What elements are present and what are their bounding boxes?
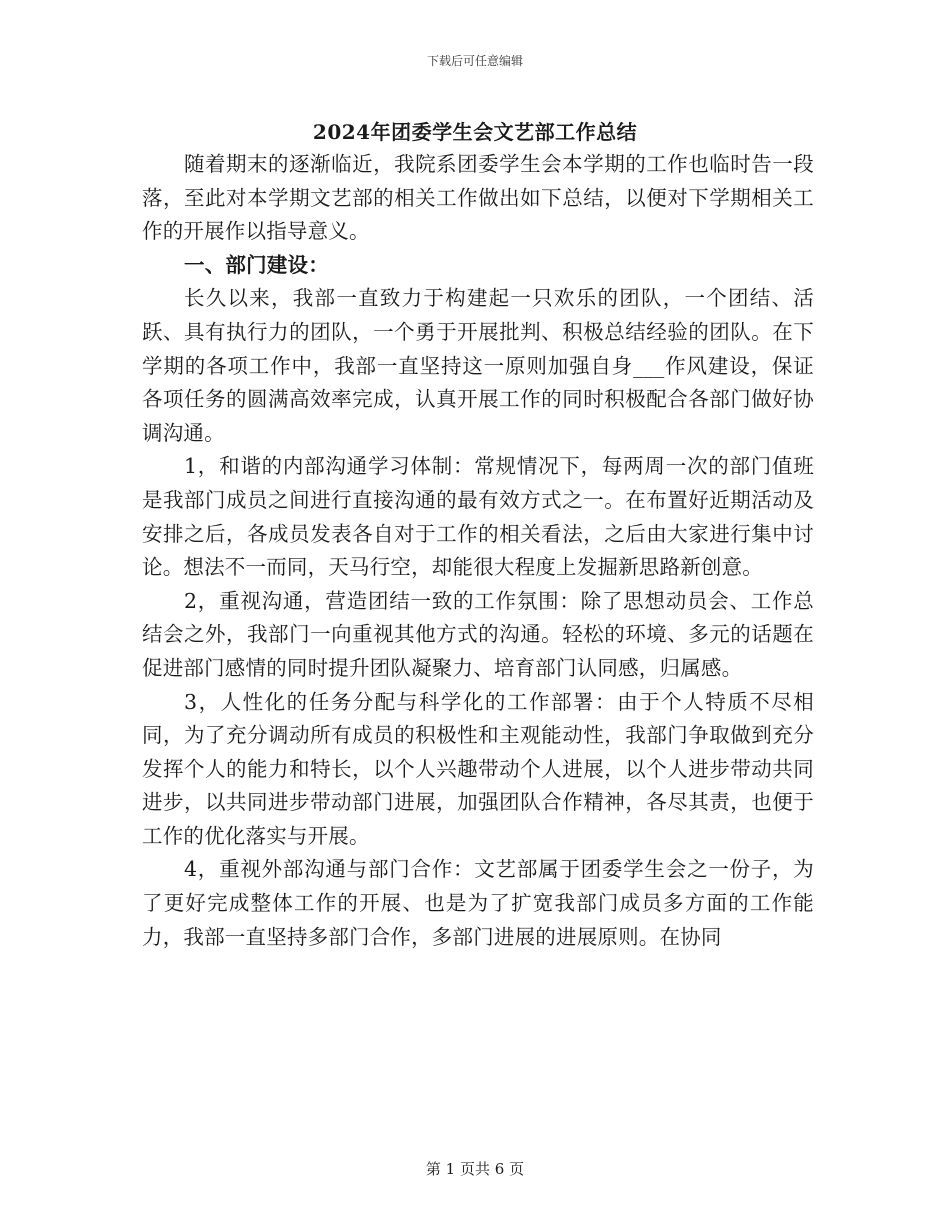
paragraph-item-4: 4，重视外部沟通与部门合作：文艺部属于团委学生会之一份子，为了更好完成整体工作的开展、也是为了扩宽我部门成员多方面的工作能力，我部一直坚持多部门合作，多部门进展的进展原则。在协同 [142,857,814,949]
paragraph-department: 长久以来，我部一直致力于构建起一只欢乐的团队，一个团结、活跃、具有执行力的团队，一个勇于开展批判、积极总结经验的团队。在下学期的各项工作中，我部一直坚持这一原则加强自身___作风建设，保证各项任务的圆满高效率完成，认真开展工作的同时积极配合各部门做好协调沟通。 [142,286,814,445]
document-title: 2024年团委学生会文艺部工作总结 [312,120,638,144]
document-body [142,148,814,954]
paragraph-item-2: 2，重视沟通，营造团结一致的工作氛围：除了思想动员会、工作总结会之外，我部门一向重视其他方式的沟通。轻松的环境、多元的话题在促进部门感情的同时提升团队凝聚力、培育部门认同感，归属感。 [142,588,814,680]
paragraph-intro: 随着期末的逐渐临近，我院系团委学生会本学期的工作也临时告一段落，至此对本学期文艺部的相关工作做出如下总结，以便对下学期相关工作的开展作以指导意义。 [142,152,814,244]
paragraph-item-3: 3，人性化的任务分配与科学化的工作部署：由于个人特质不尽相同，为了充分调动所有成员的积极性和主观能动性，我部门争取做到充分发挥个人的能力和特长，以个人兴趣带动个人进展，以个人进步带动共同进步，以共同进步带动部门进展，加强团队合作精神，各尽其责，也便于工作的优化落实与开展。 [142,689,814,848]
page-number: 第 1 页共 6 页 [425,1160,525,1178]
paragraph-item-1: 1，和谐的内部沟通学习体制：常规情况下，每两周一次的部门值班是我部门成员之间进行直接沟通的最有效方式之一。在布置好近期活动及安排之后，各成员发表各自对于工作的相关看法，之后由大家进行集中讨论。想法不一而同，天马行空，却能很大程度上发掘新思路新创意。 [142,454,814,580]
header-note: 下载后可任意编辑 [426,54,523,68]
section-heading: 一、部门建设： [184,252,329,277]
